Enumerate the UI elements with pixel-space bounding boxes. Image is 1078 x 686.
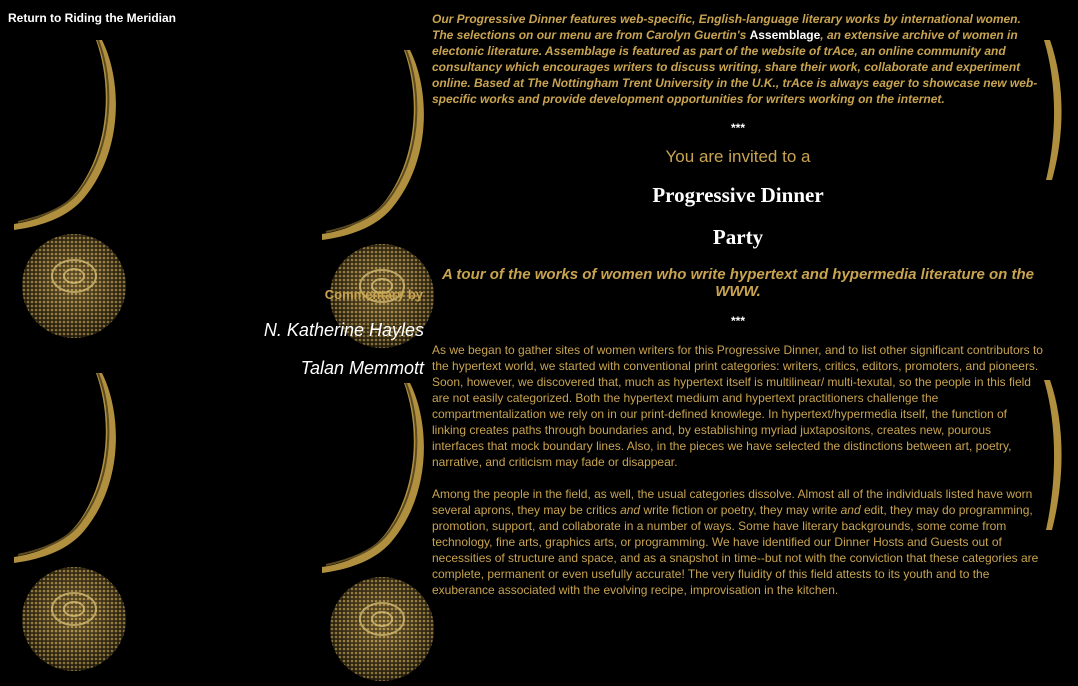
divider-stars: *** xyxy=(730,121,745,135)
page-title: Party xyxy=(712,225,764,249)
commentator-name: N. Katherine Hayles xyxy=(263,320,424,340)
commentary-label: Commentary by xyxy=(324,287,423,302)
divider-stars: *** xyxy=(730,314,745,328)
commentator-name: Talan Memmott xyxy=(300,358,424,378)
assemblage-link[interactable]: Assemblage xyxy=(749,28,821,42)
return-link[interactable]: Return to Riding the Meridian xyxy=(8,11,176,25)
moon-image xyxy=(1044,380,1078,530)
main-content xyxy=(432,11,1044,598)
moon-image xyxy=(1044,40,1078,180)
body-paragraph: As we began to gather sites of women writers for this Progressive Dinner, and to list other significant contributors to the hypertext world, we started with conventional print categories: writers, critics, editors, promoters, and pioneers. Soon, however, we discovered that, much as hypertext itself is multilinear/ multi-texutal, so the people in this field are not easily categorized. Both the hypertext medium and hypertext practitioners challenge the compartmentalization we rely on in our print-defined knowlege. In hypertext/hypermedia itself, the function of linking creates paths through boundaries and, by establishing myriad juxtapositons, creates new, pourous interfaces that mock boundary lines. Also, in the pieces we have selected the distinctions between art, poetry, narrative, and criticism may fade or disappear. xyxy=(432,343,1043,469)
moon-image xyxy=(14,360,144,686)
moon-image xyxy=(14,40,144,340)
invite-line: You are invited to a xyxy=(665,147,811,166)
body-paragraph: Among the people in the field, as well, the usual categories dissolve. Almost all of the individuals listed have worn several aprons, they may be critics and write fiction or poetry, they may write and edit, they may do programming, promotion, support, and collaborate in a number of ways. Some have literary backgrounds, some come from technology, fine arts, graphics arts, or programming. We have identified our Dinner Hosts and Guests out of necessities of structure and space, and as a snapshot in time--but not with the conviction that these categories are complete, permanent or even usefully accurate! The very fluidity of this field attests to its youth and to the exuberance associated with the evolving recipe, improvisation in the kitchen. xyxy=(432,487,1039,597)
tour-subtitle: A tour of the works of women who write hypertext and hypermedia literature on the WWW. xyxy=(441,266,1035,300)
page-title: Progressive Dinner xyxy=(652,183,824,207)
intro-paragraph: Our Progressive Dinner features web-specific, English-language literary works by international women. The selections on our menu are from Carolyn Guertin's Assemblage, an extensive archive of women in electonic literature. Assemblage is featured as part of the website of trAce, an online community and consultancy which encourages writers to discuss writing, share their work, collaborate and experiment online. Based at The Nottingham Trent University in the U.K., trAce is always eager to showcase new web-specific works and provide development opportunities for writers working on the internet. xyxy=(432,12,1038,106)
